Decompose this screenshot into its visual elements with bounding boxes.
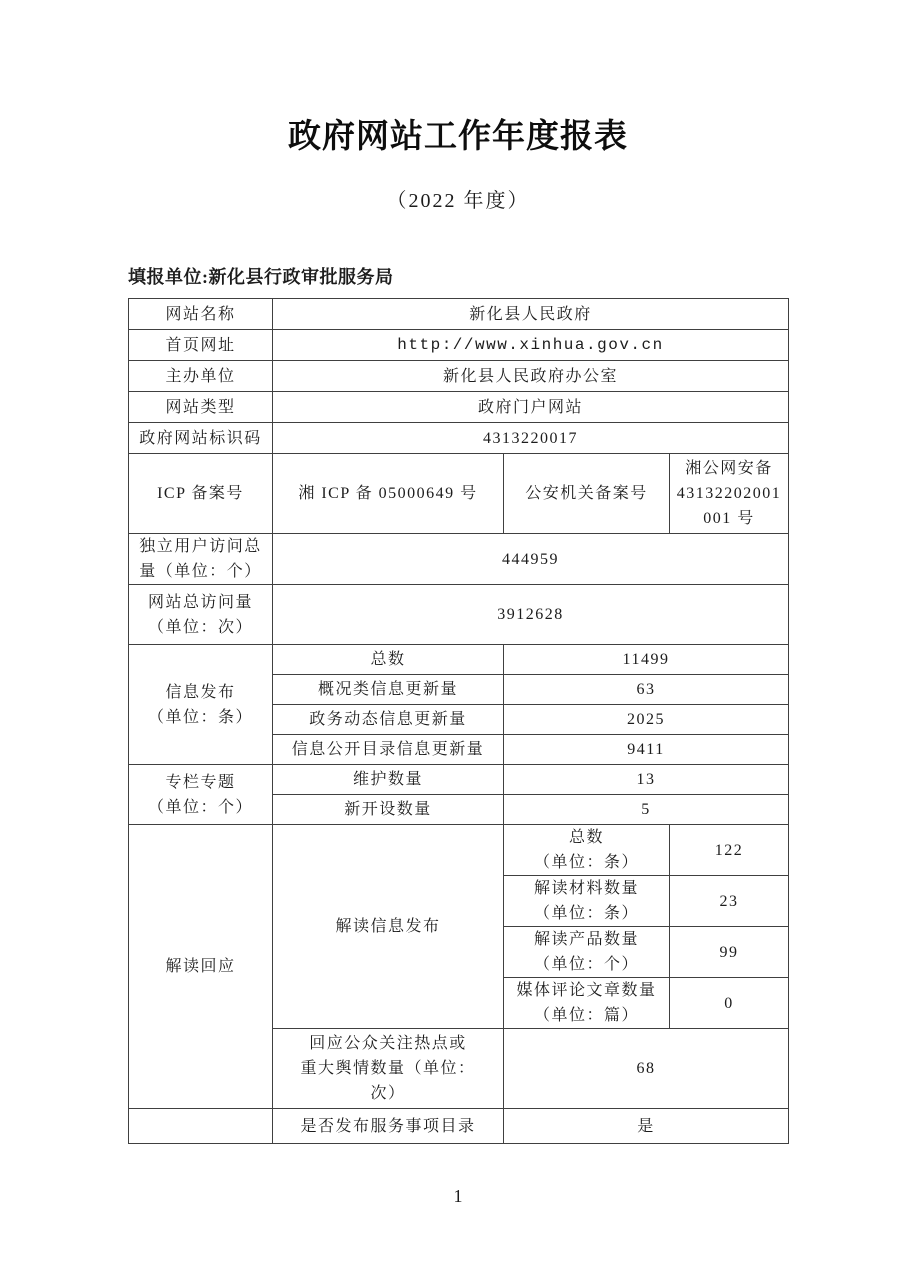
- page-number: 1: [453, 1186, 463, 1206]
- hotspot-response-label: 回应公众关注热点或 重大舆情数量（单位： 次）: [273, 1029, 504, 1109]
- interpretation-item-value: 0: [670, 978, 789, 1029]
- table-row: [129, 765, 789, 795]
- hotspot-response-value: 68: [504, 1029, 789, 1109]
- site-identifier-label: 政府网站标识码: [129, 423, 273, 454]
- website-type-label: 网站类型: [129, 392, 273, 423]
- info-publish-item-label: 政务动态信息更新量: [273, 705, 504, 735]
- icp-filing-value: 湘 ICP 备 05000649 号: [273, 454, 504, 534]
- website-type-value: 政府门户网站: [273, 392, 789, 423]
- info-publish-item-label: 总数: [273, 645, 504, 675]
- special-columns-item-label: 维护数量: [273, 765, 504, 795]
- service-catalog-value: 是: [504, 1109, 789, 1144]
- interpretation-section-label: 解读回应: [129, 825, 273, 1109]
- police-filing-value: 湘公网安备 43132202001 001 号: [670, 454, 789, 534]
- special-columns-item-label: 新开设数量: [273, 795, 504, 825]
- service-catalog-label: 是否发布服务事项目录: [273, 1109, 504, 1144]
- table-row: [129, 454, 789, 534]
- table-row: [129, 330, 789, 361]
- table-row: [129, 423, 789, 454]
- website-name-value: 新化县人民政府: [273, 299, 789, 330]
- page-title: 政府网站工作年度报表: [288, 117, 628, 154]
- empty-cell: [129, 1109, 273, 1144]
- interpretation-publish-label: 解读信息发布: [273, 825, 504, 1029]
- unique-visitors-value: 444959: [273, 534, 789, 585]
- interpretation-item-label: 总数 （单位：条）: [504, 825, 670, 876]
- info-publish-item-label: 信息公开目录信息更新量: [273, 735, 504, 765]
- total-visits-value: 3912628: [273, 585, 789, 645]
- table-row: [129, 361, 789, 392]
- info-publish-item-value: 9411: [504, 735, 789, 765]
- special-columns-item-value: 5: [504, 795, 789, 825]
- sponsor-unit-value: 新化县人民政府办公室: [273, 361, 789, 392]
- table-row: [129, 645, 789, 675]
- table-row: [129, 1109, 789, 1144]
- icp-filing-label: ICP 备案号: [129, 454, 273, 534]
- website-name-label: 网站名称: [129, 299, 273, 330]
- table-row: [129, 825, 789, 876]
- interpretation-item-label: 解读材料数量 （单位：条）: [504, 876, 670, 927]
- info-publish-item-value: 11499: [504, 645, 789, 675]
- interpretation-item-value: 99: [670, 927, 789, 978]
- table-row: [129, 392, 789, 423]
- unique-visitors-label: 独立用户访问总 量（单位：个）: [129, 534, 273, 585]
- annual-report-table: [128, 298, 789, 1144]
- homepage-url-value: http://www.xinhua.gov.cn: [273, 330, 789, 361]
- table-row: [129, 299, 789, 330]
- sponsor-unit-label: 主办单位: [129, 361, 273, 392]
- info-publish-item-value: 63: [504, 675, 789, 705]
- info-publish-section-label: 信息发布 （单位：条）: [129, 645, 273, 765]
- total-visits-label: 网站总访问量 （单位：次）: [129, 585, 273, 645]
- interpretation-item-label: 媒体评论文章数量 （单位：篇）: [504, 978, 670, 1029]
- document-content: [128, 0, 788, 1208]
- interpretation-item-value: 122: [670, 825, 789, 876]
- site-identifier-value: 4313220017: [273, 423, 789, 454]
- interpretation-item-label: 解读产品数量 （单位：个）: [504, 927, 670, 978]
- table-row: [129, 585, 789, 645]
- special-columns-section-label: 专栏专题 （单位：个）: [129, 765, 273, 825]
- homepage-url-label: 首页网址: [129, 330, 273, 361]
- police-filing-label: 公安机关备案号: [504, 454, 670, 534]
- page-subtitle: （2022 年度）: [386, 190, 530, 212]
- interpretation-item-value: 23: [670, 876, 789, 927]
- reporting-unit-label: 填报单位:新化县行政审批服务局: [128, 267, 394, 287]
- info-publish-item-value: 2025: [504, 705, 789, 735]
- table-row: [129, 534, 789, 585]
- info-publish-item-label: 概况类信息更新量: [273, 675, 504, 705]
- special-columns-item-value: 13: [504, 765, 789, 795]
